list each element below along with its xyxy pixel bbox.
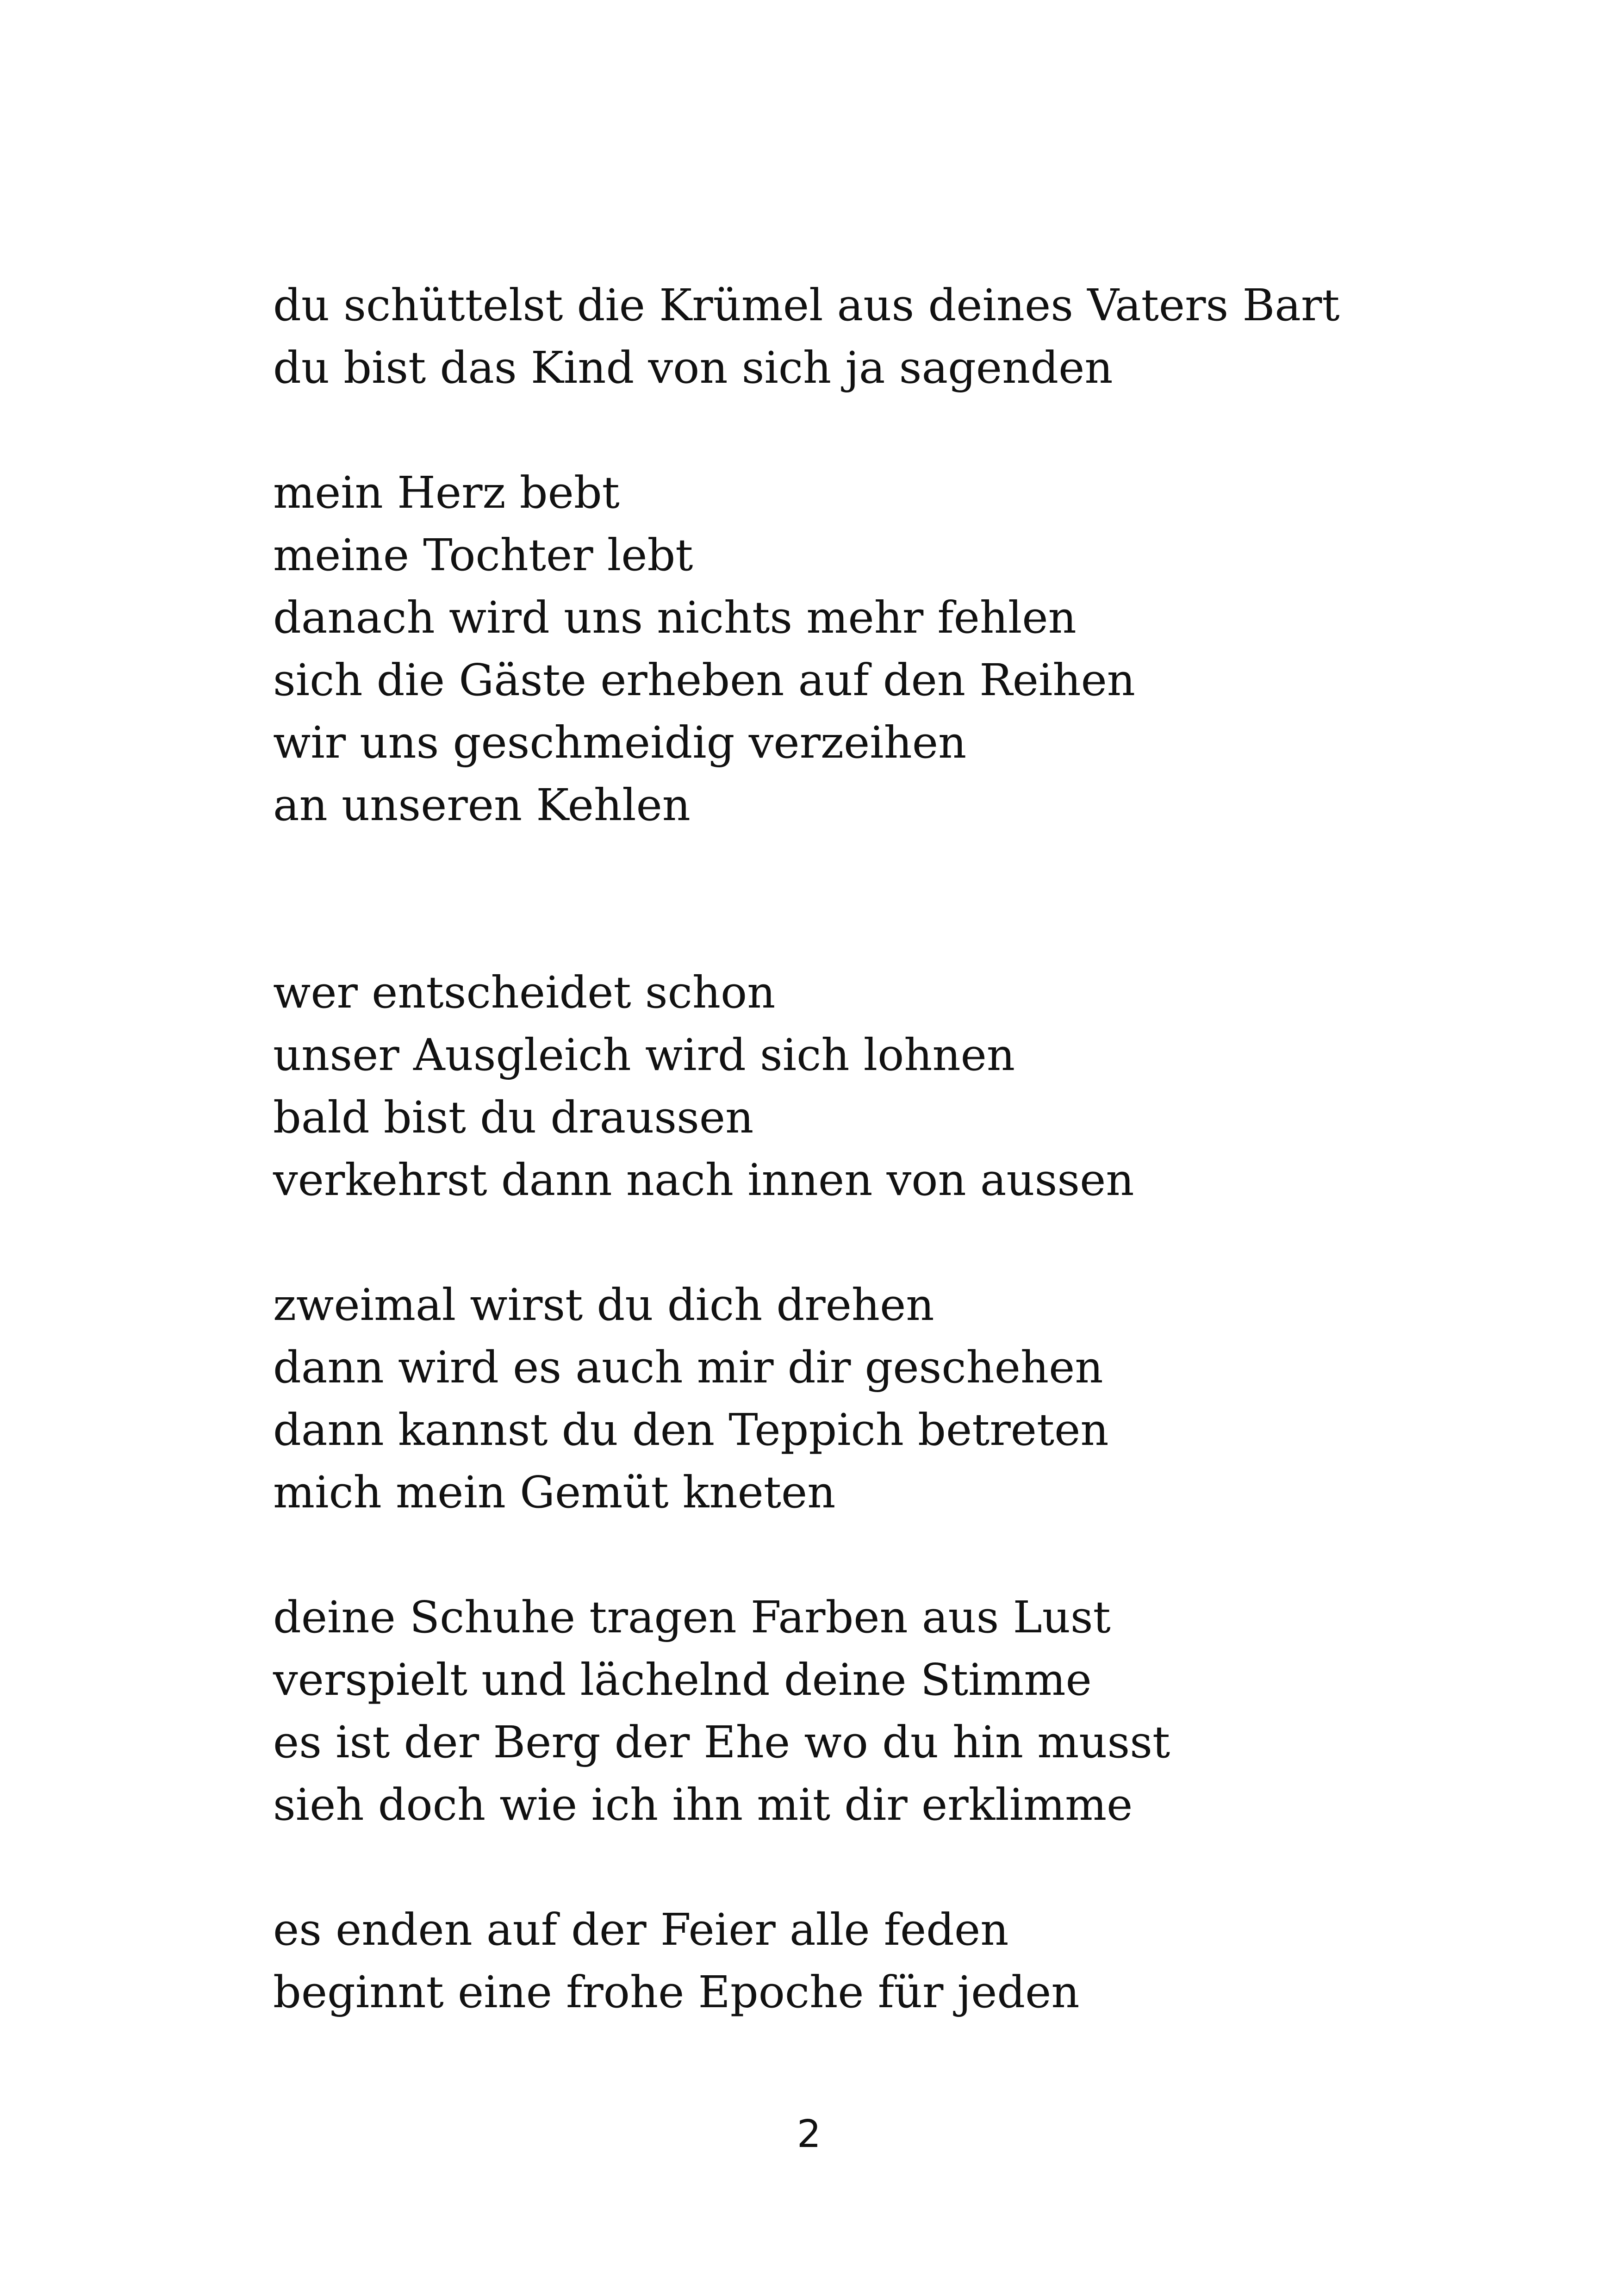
page-number: 2	[797, 2112, 821, 2156]
poem-line: beginnt eine frohe Epoche für jeden	[273, 1967, 1080, 2018]
poem-line: meine Tochter lebt	[273, 530, 693, 581]
poem-line: wir uns geschmeidig verzeihen	[273, 717, 967, 768]
poem-line: mein Herz bebt	[273, 467, 620, 518]
poem-line: zweimal wirst du dich drehen	[273, 1280, 934, 1331]
poem-line: verspielt und lächelnd deine Stimme	[273, 1655, 1092, 1705]
poem-line: wer entscheidet schon	[273, 967, 776, 1018]
poem-line: es ist der Berg der Ehe wo du hin musst	[273, 1717, 1170, 1768]
poem-line: an unseren Kehlen	[273, 780, 691, 831]
poem-line: verkehrst dann nach innen von aussen	[273, 1155, 1134, 1206]
poem-line: sich die Gäste erheben auf den Reihen	[273, 655, 1135, 706]
poem-line: danach wird uns nichts mehr fehlen	[273, 592, 1077, 643]
poem-line: deine Schuhe tragen Farben aus Lust	[273, 1592, 1111, 1643]
poem-line: sieh doch wie ich ihn mit dir erklimme	[273, 1780, 1133, 1830]
poem-line: bald bist du draussen	[273, 1092, 754, 1143]
poem-line: dann wird es auch mir dir geschehen	[273, 1342, 1103, 1393]
poem-line: mich mein Gemüt kneten	[273, 1467, 836, 1518]
poem-line: du bist das Kind von sich ja sagenden	[273, 342, 1113, 393]
poem-line: es enden auf der Feier alle feden	[273, 1904, 1009, 1955]
poem-line: dann kannst du den Teppich betreten	[273, 1405, 1109, 1456]
poem-line: du schüttelst die Krümel aus deines Vaters Bart	[273, 280, 1340, 331]
poem-line: unser Ausgleich wird sich lohnen	[273, 1030, 1015, 1081]
